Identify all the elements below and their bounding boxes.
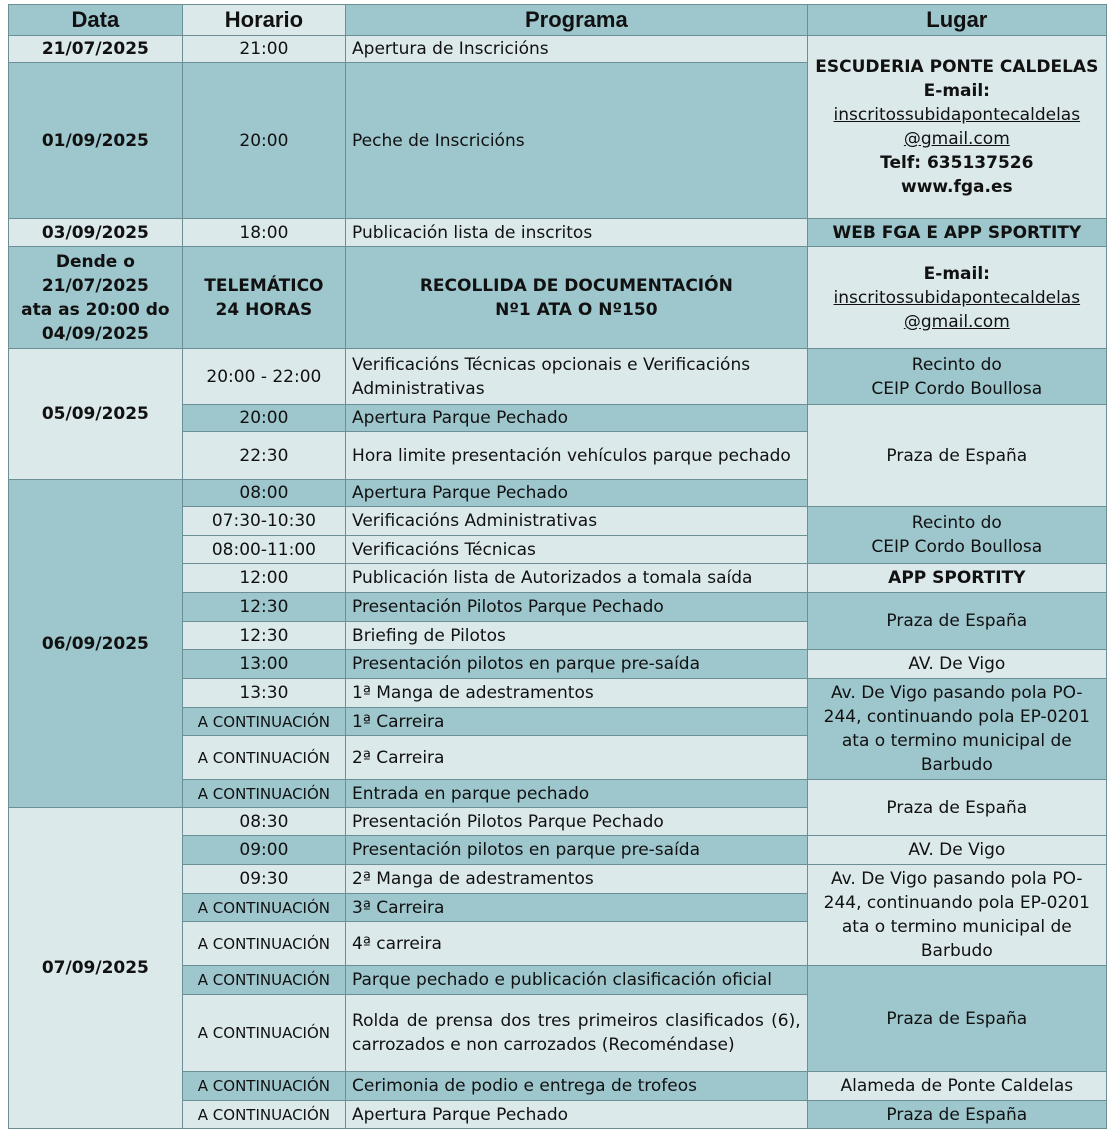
place-cell <box>807 349 1106 405</box>
place-cell: WEB FGA E APP SPORTITY <box>807 219 1106 247</box>
place-cell: Alameda de Ponte Caldelas <box>807 1072 1106 1101</box>
date-line: 04/09/2025 <box>41 323 149 344</box>
program-cell: Hora limite presentación vehículos parque pechado <box>346 432 808 480</box>
time-line: TELEMÁTICO <box>204 275 324 296</box>
time-cell: A CONTINUACIÓN <box>182 780 345 808</box>
header-horario: Horario <box>182 5 345 36</box>
program-cell: Publicación lista de Autorizados a tomala saída <box>346 564 808 593</box>
place-cell: APP SPORTITY <box>807 564 1106 593</box>
table-row <box>9 36 1107 63</box>
time-cell: A CONTINUACIÓN <box>182 922 345 966</box>
table-row <box>9 349 1107 405</box>
time-cell: 13:00 <box>182 650 345 679</box>
place-line: CEIP Cordo Boullosa <box>871 537 1043 557</box>
time-cell: 18:00 <box>182 219 345 247</box>
table-row <box>9 247 1107 349</box>
table-row <box>9 219 1107 247</box>
program-cell: Parque pechado e publicación clasificación oficial <box>346 966 808 995</box>
time-cell: A CONTINUACIÓN <box>182 966 345 995</box>
time-cell: A CONTINUACIÓN <box>182 894 345 922</box>
time-cell: A CONTINUACIÓN <box>182 1101 345 1129</box>
program-cell: Verificacións Técnicas opcionais e Verificacións Administrativas <box>346 349 808 405</box>
header-programa: Programa <box>346 5 808 36</box>
time-cell: 13:30 <box>182 679 345 708</box>
place-cell: Praza de España <box>807 405 1106 507</box>
time-cell: 12:30 <box>182 593 345 622</box>
place-cell: Praza de España <box>807 1101 1106 1129</box>
program-cell: Briefing de Pilotos <box>346 622 808 650</box>
time-cell: 08:00-11:00 <box>182 536 345 564</box>
email-link-domain[interactable]: @gmail.com <box>903 129 1010 149</box>
program-cell: Apertura Parque Pechado <box>346 1101 808 1129</box>
program-cell: 1ª Manga de adestramentos <box>346 679 808 708</box>
place-line: Telf: 635137526 <box>880 153 1034 173</box>
place-cell: Praza de España <box>807 966 1106 1072</box>
place-cell-escuderia <box>807 36 1106 219</box>
date-cell: 03/09/2025 <box>9 219 183 247</box>
email-link[interactable]: inscritossubidapontecaldelas <box>833 105 1081 125</box>
place-cell <box>807 507 1106 564</box>
header-row <box>9 5 1107 36</box>
program-cell: 2ª Carreira <box>346 736 808 780</box>
program-cell: Verificacións Administrativas <box>346 507 808 536</box>
time-cell: 07:30-10:30 <box>182 507 345 536</box>
program-cell: 1ª Carreira <box>346 708 808 736</box>
date-cell: 01/09/2025 <box>9 63 183 219</box>
place-cell: Av. De Vigo pasando pola PO-244, continuando pola EP-0201 ata o termino municipal de Barbudo <box>807 865 1106 966</box>
place-line: www.fga.es <box>900 177 1013 197</box>
place-line: Recinto do <box>911 354 1002 375</box>
date-line: ata as 20:00 do <box>21 299 170 320</box>
time-cell: 22:30 <box>182 432 345 480</box>
program-cell: Apertura Parque Pechado <box>346 405 808 432</box>
program-cell: Presentación Pilotos Parque Pechado <box>346 593 808 622</box>
email-link[interactable]: inscritossubidapontecaldelas <box>833 287 1081 308</box>
schedule-table <box>8 4 1107 1129</box>
time-line: 24 HORAS <box>215 299 313 320</box>
header-data: Data <box>9 5 183 36</box>
time-cell: 09:00 <box>182 836 345 865</box>
place-cell <box>807 247 1106 349</box>
program-cell: Presentación Pilotos Parque Pechado <box>346 808 808 836</box>
place-line: ESCUDERIA PONTE CALDELAS <box>815 57 1099 77</box>
program-cell <box>346 247 808 349</box>
header-lugar: Lugar <box>807 5 1106 36</box>
time-cell: A CONTINUACIÓN <box>182 995 345 1072</box>
date-cell: 21/07/2025 <box>9 36 183 63</box>
program-line: Nº1 ATA O Nº150 <box>495 299 658 320</box>
program-cell: Apertura Parque Pechado <box>346 480 808 507</box>
program-cell: Rolda de prensa dos tres primeiros clasificados (6), carrozados e non carrozados (Recoméndase) <box>346 995 808 1072</box>
place-cell: AV. De Vigo <box>807 836 1106 865</box>
place-cell: AV. De Vigo <box>807 650 1106 679</box>
program-cell: 4ª carreira <box>346 922 808 966</box>
program-cell: Presentación pilotos en parque pre-saída <box>346 836 808 865</box>
time-cell: 08:30 <box>182 808 345 836</box>
place-line: E-mail: <box>923 81 990 101</box>
program-cell: Peche de Inscricións <box>346 63 808 219</box>
time-cell: 08:00 <box>182 480 345 507</box>
time-cell: 09:30 <box>182 865 345 894</box>
time-cell: 12:30 <box>182 622 345 650</box>
date-line: Dende o <box>55 251 135 272</box>
time-cell: A CONTINUACIÓN <box>182 1072 345 1101</box>
program-cell: Presentación pilotos en parque pre-saída <box>346 650 808 679</box>
date-cell <box>9 247 183 349</box>
time-cell: 20:00 - 22:00 <box>182 349 345 405</box>
program-cell: Publicación lista de inscritos <box>346 219 808 247</box>
program-cell: Cerimonia de podio e entrega de trofeos <box>346 1072 808 1101</box>
program-cell: 2ª Manga de adestramentos <box>346 865 808 894</box>
place-cell: Praza de España <box>807 780 1106 836</box>
time-cell: A CONTINUACIÓN <box>182 736 345 780</box>
date-cell: 05/09/2025 <box>9 349 183 480</box>
email-link-domain[interactable]: @gmail.com <box>903 311 1010 332</box>
time-cell <box>182 247 345 349</box>
time-cell: A CONTINUACIÓN <box>182 708 345 736</box>
date-line: 21/07/2025 <box>41 275 149 296</box>
place-line: E-mail: <box>923 263 990 284</box>
place-cell: Av. De Vigo pasando pola PO-244, continuando pola EP-0201 ata o termino municipal de Barbudo <box>807 679 1106 780</box>
date-cell: 07/09/2025 <box>9 808 183 1129</box>
time-cell: 21:00 <box>182 36 345 63</box>
program-cell: 3ª Carreira <box>346 894 808 922</box>
program-cell: Entrada en parque pechado <box>346 780 808 808</box>
time-cell: 20:00 <box>182 63 345 219</box>
program-cell: Apertura de Inscricións <box>346 36 808 63</box>
date-cell: 06/09/2025 <box>9 480 183 808</box>
place-line: CEIP Cordo Boullosa <box>871 378 1043 399</box>
time-cell: 20:00 <box>182 405 345 432</box>
place-cell: Praza de España <box>807 593 1106 650</box>
place-line: Recinto do <box>911 513 1002 533</box>
program-line: RECOLLIDA DE DOCUMENTACIÓN <box>419 275 733 296</box>
time-cell: 12:00 <box>182 564 345 593</box>
program-cell: Verificacións Técnicas <box>346 536 808 564</box>
